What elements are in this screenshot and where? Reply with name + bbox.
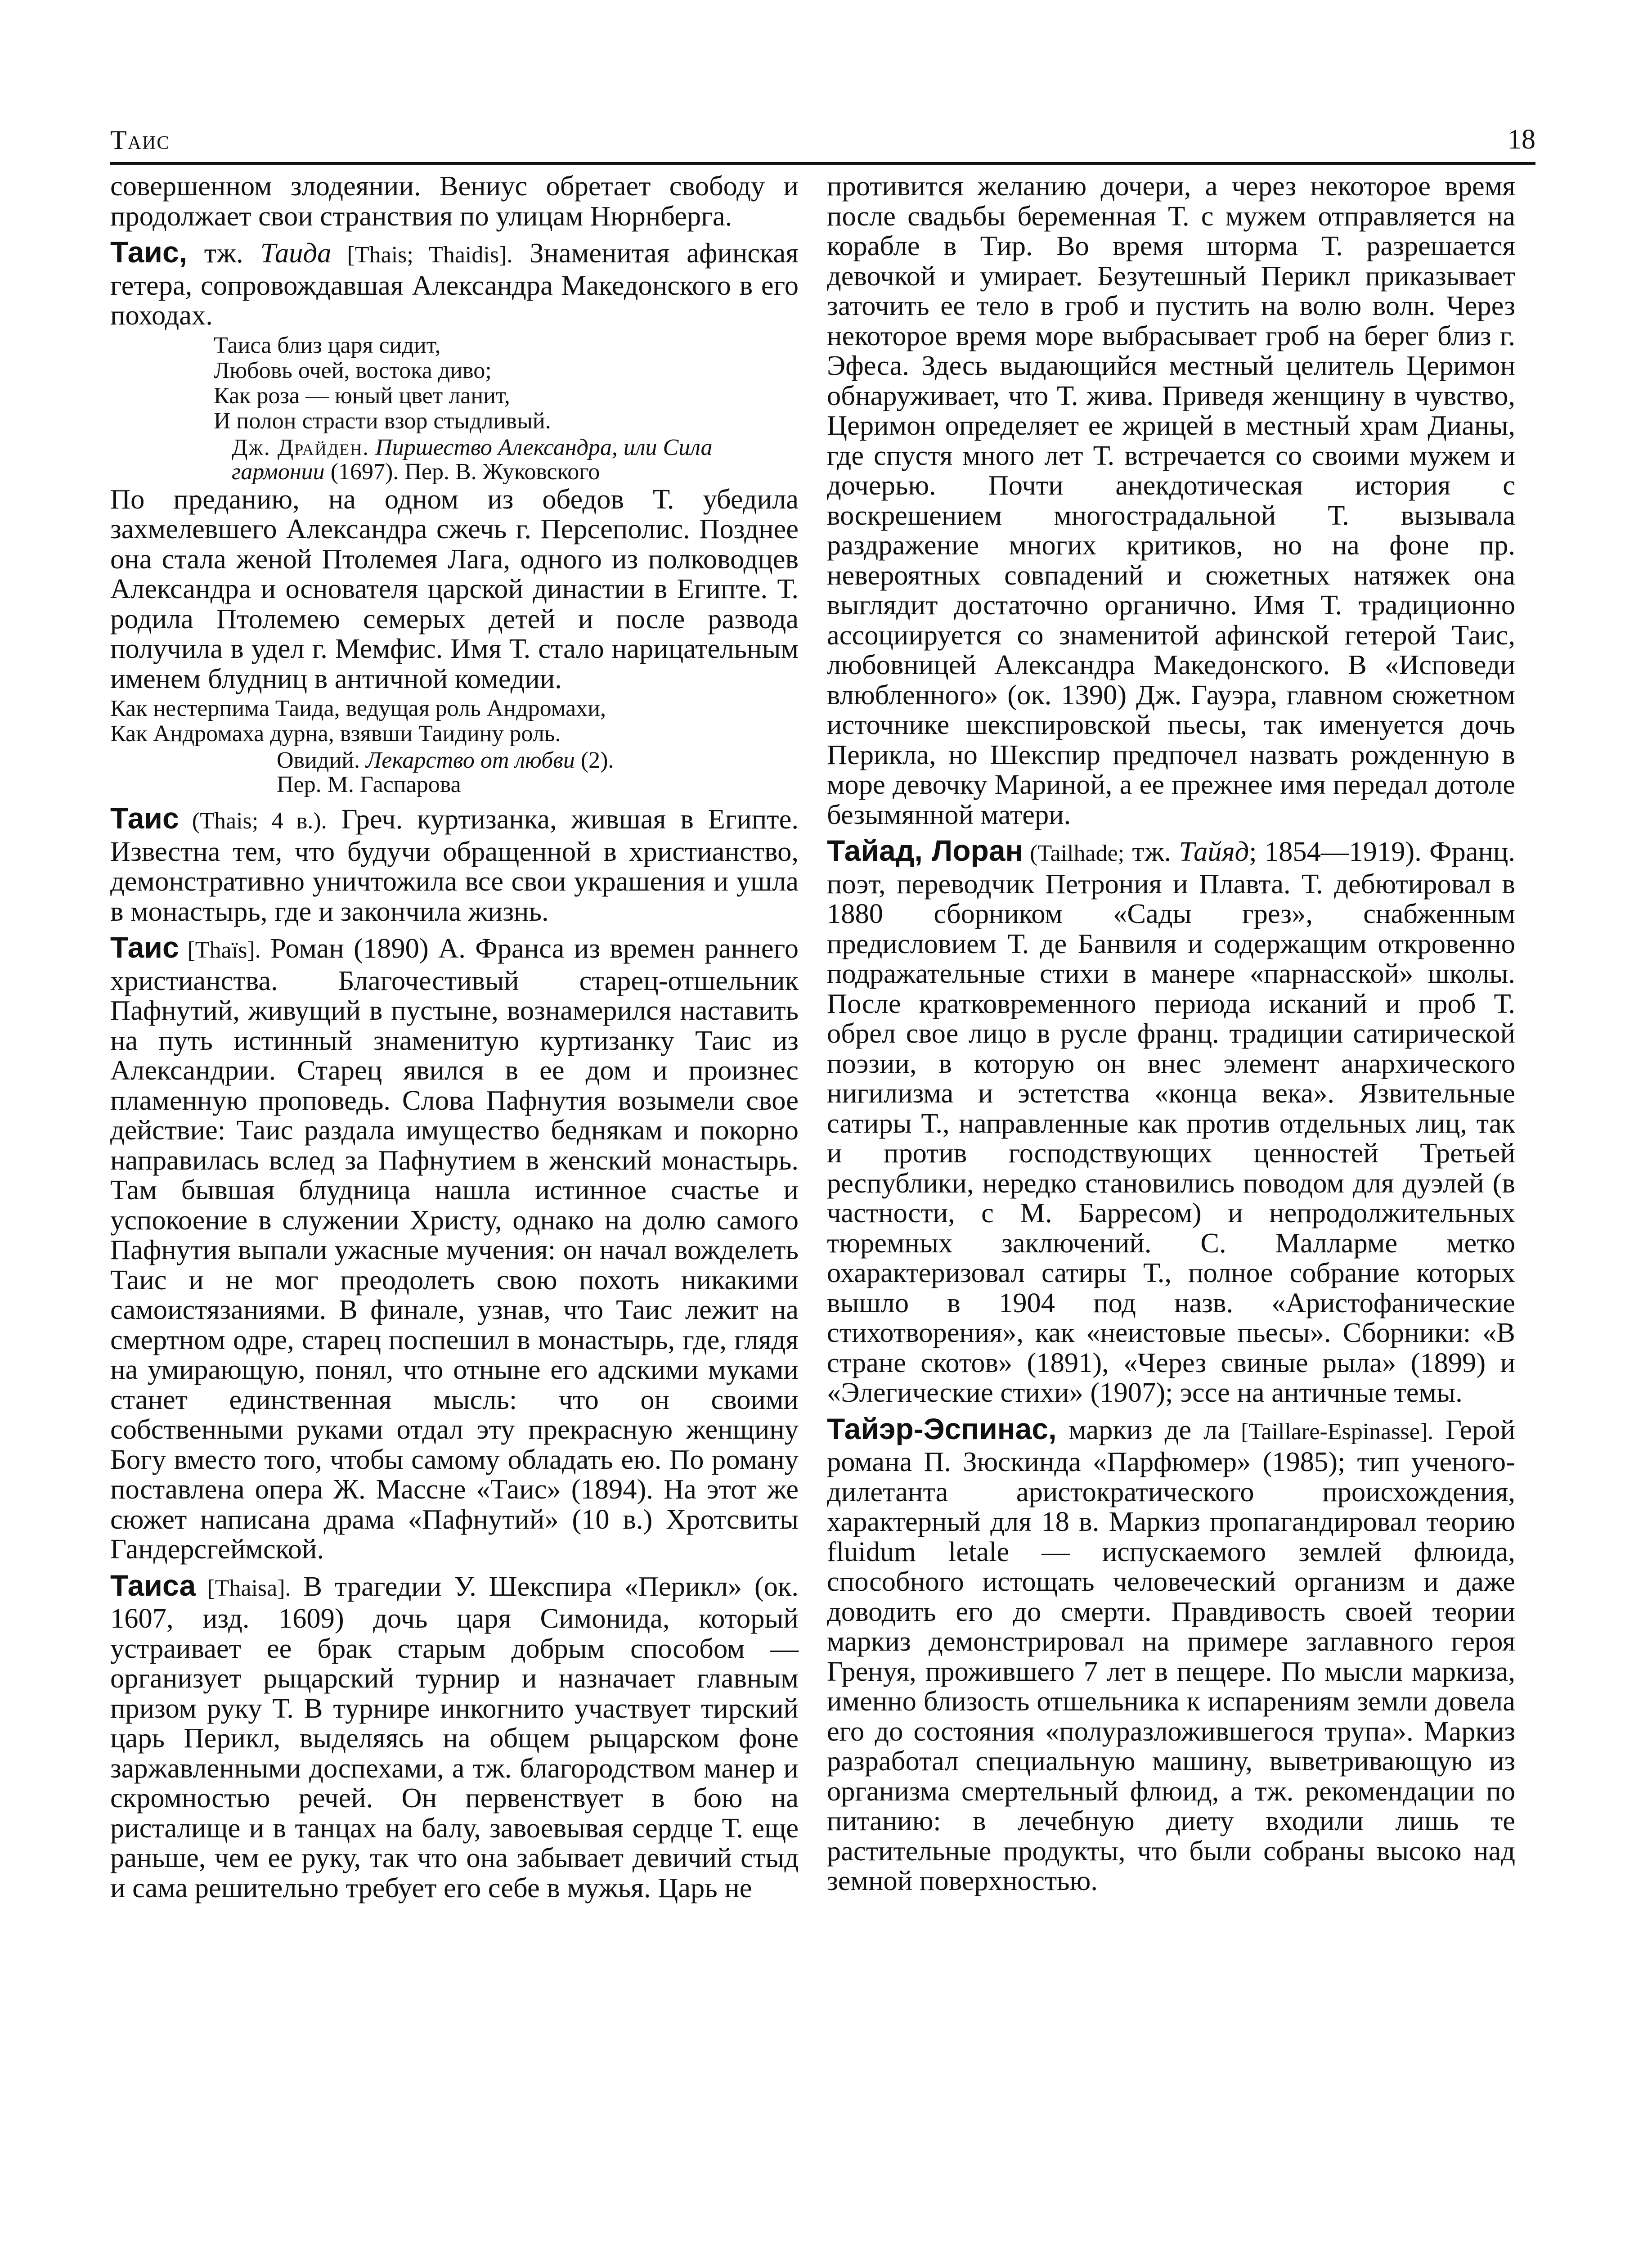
latin-form: (Tailhade;	[1023, 841, 1125, 866]
entry-taillare-espinasse	[827, 1414, 1515, 1896]
continued-text: противится желанию дочери, а через некоторое время после свадьбы беременная Т. с мужем отправляется на корабле в Тир. Во время шторма Т. разрешается девочкой и умирает. Безутешный Перикл приказывает заточить ее тело в гроб и пустить на волю волн. Через некоторое время море выбрасывает гроб на берег близ г. Эфеса. Здесь выдающийся местный целитель Церимон обнаруживает, что Т. жива. Приведя женщину в чувство, Церимон определяет ее жрицей в местный храм Дианы, где спустя много лет Т. встречается со своими мужем и дочерью. Почти анекдотическая история с воскрешением многострадальной Т. вызывала раздражение многих критиков, но на фоне пр. невероятных совпадений и сюжетных натяжек она выглядит достаточно органично. Имя Т. традиционно ассоциируется со знаменитой афинской гетерой Таис, любовницей Александра Македонского. В «Исповеди влюбленного» (ок. 1390) Дж. Гауэра, главном сюжетном источнике шекспировской пьесы, так именуется дочь Перикла, но Шекспир предпочел назвать рожденную в море девочку Мариной, а ее прежнее имя передал дотоле безымянной матери.	[827, 170, 1515, 830]
attribution-author: Дж. Драйден.	[232, 434, 370, 460]
attribution-rest: (2).	[575, 747, 614, 773]
verse-line: И полон страсти взор стыдливый.	[214, 408, 551, 434]
entry-text: Роман (1890) А. Франса из времен раннего христианства. Благочестивый старец-отшельник Пафнутий, живущий в пустыне, вознамерился наставить на путь истинный знаменитую куртизанку Таис из Александрии. Старец явился в ее дом и произнес пламенную проповедь. Слова Пафнутия возымели свое действие: Таис раздала имущество беднякам и покорно направилась вслед за Пафнутием в женский монастырь. Там бывшая блудница нашла истинное счастье и успокоение в служении Христу, однако на долю самого Пафнутия выпали ужасные мучения: он начал вожделеть Таис и не мог преодолеть свою похоть никакими самоистязаниями. В финале, узнав, что Таис лежит на смертном одре, старец поспешил в монастырь, где, глядя на умирающую, понял, что отныне его адскими муками станет единственная мысль: что он своими собственными руками отдал эту прекрасную женщину Богу вместо того, чтобы самому обладать ею. По роману поставлена опера Ж. Массне «Таис» (1894). На этот же сюжет написана драма «Пафнутий» (10 в.) Хротсвиты Гандерсгеймской.	[110, 932, 799, 1565]
continued-text: совершенном злодеянии. Вениус обретает свободу и продолжает свои странствия по улицам Нюрнберга.	[110, 170, 799, 232]
alt-prefix: тж.	[1124, 836, 1179, 867]
entry-text: Герой романа П. Зюскинда «Парфюмер» (1985); тип ученого-дилетанта аристократического происхождения, характерный для 18 в. Маркиз пропагандировал теорию fluidum letale — испускаемого землей флюида, способного истощать человеческий организм и даже доводить его до смерти. Правдивость своей теории маркиз демонстрировал на примере заглавного героя Гренуя, прожившего 7 лет в пещере. По мысли маркиза, именно близость отшельника к испарениям земли довела его до состояния «полуразложившегося трупа». Маркиз разработал специальную машину, выветривающую из организма смертельный флюид, а тж. рекомендации по питанию: в лечебную диету входили лишь те растительные продукты, что были собраны высоко над земной поверхностью.	[827, 1413, 1516, 1896]
headword: Таиса	[110, 1568, 196, 1602]
entry-text: Греч. куртизанка, жившая в Египте. Известна тем, что будучи обращенной в христианство, демонстративно уничтожила все свои украшения и ушла в монастырь, где и закончила жизнь.	[110, 803, 799, 927]
life-dates: ; 1854—1919).	[1249, 836, 1422, 867]
verse-line: Любовь очей, востока диво;	[214, 357, 492, 383]
entry-tais-courtesan	[110, 803, 799, 926]
verse-line: Как Андромаха дурна, взявши Таидину роль.	[110, 721, 561, 747]
entry-tailhade	[827, 836, 1515, 1408]
alt-prefix: тж.	[187, 237, 260, 269]
attribution-translator: Пер. М. Гаспарова	[277, 772, 461, 797]
headword: Таис	[110, 801, 179, 835]
verse-line: Как нестерпима Таида, ведущая роль Андромахи,	[110, 696, 606, 721]
headword: Таис	[110, 931, 179, 964]
entry-text-continued: По преданию, на одном из обедов Т. убедила захмелевшего Александра сжечь г. Персеполис. Позднее она стала женой Птолемея Лага, одного из полководцев Александра и основателя царской династии в Египте. Т. родила Птолемею семерых детей и после развода получила в удел г. Мемфис. Имя Т. стало нарицательным именем блудниц в античной комедии.	[110, 483, 799, 694]
verse-line: Как роза — юный цвет ланит,	[214, 382, 510, 409]
attribution-title: Лекарство от любви	[366, 747, 575, 773]
latin-form: (Thais; 4 в.).	[179, 808, 327, 834]
latin-form: [Thaïs].	[179, 937, 261, 963]
latin-form: [Thaisa].	[196, 1575, 291, 1601]
headword: Тайэр-Эспинас,	[827, 1412, 1057, 1445]
headword: Тайад, Лоран	[827, 834, 1024, 867]
entry-text: Знаменитая афинская гетера, сопровождавшая Александра Македонского в его походах.	[110, 237, 799, 331]
entry-text-lead: маркиз де ла	[1056, 1413, 1230, 1445]
right-column	[827, 171, 1515, 1896]
page-number: 18	[1508, 124, 1535, 155]
attribution-rest: (1697). Пер. В. Жуковского	[324, 459, 600, 485]
headword: Таис,	[110, 235, 187, 269]
verse-line: Таиса близ царя сидит,	[214, 332, 441, 358]
latin-form: [Taillare-Espinasse].	[1230, 1418, 1434, 1444]
entry-tais-novel	[110, 932, 799, 1564]
quote-attribution	[110, 436, 799, 484]
entry-tais-hetaera	[110, 237, 799, 330]
alt-form: Тайяд	[1179, 836, 1249, 867]
latin-form: [Thais; Thaidis].	[331, 242, 513, 268]
verse-quote	[110, 696, 799, 747]
attribution-title: Пиршество Александра, или Сила гармонии	[232, 434, 713, 485]
entry-text: В трагедии У. Шекспира «Перикл» (ок. 1607, изд. 1609) дочь царя Симонида, который устраивает ее брак старым добрым способом — организует рыцарский турнир и назначает главным призом руку Т. В турнире инкогнито участвует тирский царь Перикл, выделяясь на общем рыцарском фоне заржавленными доспехами, а тж. благородством манер и скромностью речей. Он первенствует в бою на ристалище и в танцах на балу, завоевывая сердце Т. еще раньше, чем ее руку, так что она забывает девичий стыд и сама решительно требует его себе в мужья. Царь не	[110, 1570, 799, 1904]
entry-text: Франц. поэт, переводчик Петрония и Плавта. Т. дебютировал в 1880 сборником «Сады грез», снабженным предисловием Т. де Банвиля и содержащим откровенно подражательные стихи в манере «парнасской» школы. После кратковременного периода исканий и проб Т. обрел свое лицо в русле франц. традиции сатирической поэзии, в которую он внес элемент анархического нигилизма и эстетства «конца века». Язвительные сатиры Т., направленные как против отдельных лиц, так и против господствующих ценностей Третьей республики, нередко становились поводом для дуэлей (в частности, с М. Барресом) и непродолжительных тюремных заключений. С. Малларме метко охарактеризовал сатиры Т., полное собрание которых вышло в 1904 под назв. «Аристофанические стихотворения», как «неистовые пьесы». Сборники: «В стране скотов» (1891), «Через свиные рыла» (1899) и «Элегические стихи» (1907); эссе на античные темы.	[827, 836, 1515, 1408]
attribution-author: Овидий.	[277, 747, 360, 773]
page-header	[110, 122, 1535, 165]
quote-attribution	[110, 748, 799, 797]
entry-taisa	[110, 1570, 799, 1903]
left-column	[110, 171, 799, 1903]
running-title: Таис	[110, 125, 171, 155]
verse-quote	[110, 333, 799, 434]
alt-form: Таида	[260, 237, 332, 269]
